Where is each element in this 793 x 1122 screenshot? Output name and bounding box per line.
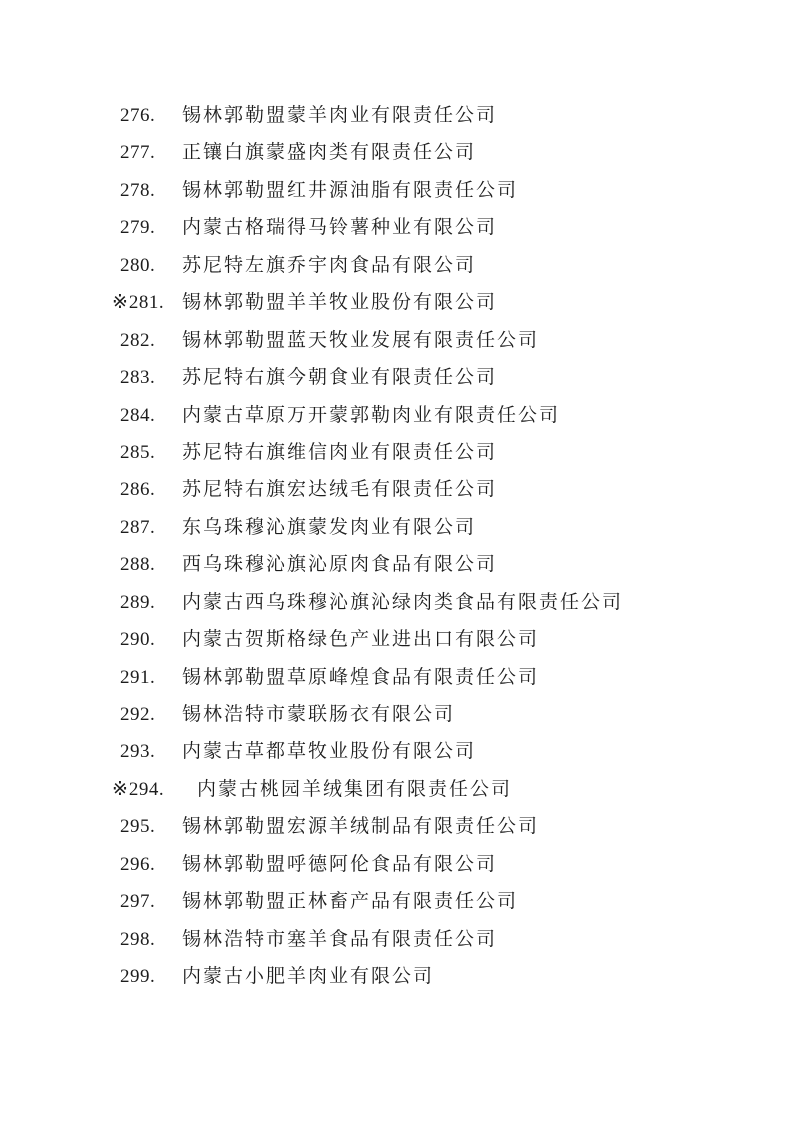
company-name: 苏尼特右旗宏达绒毛有限责任公司 [182,479,498,501]
item-number: 291. [120,666,156,688]
item-number: 285. [120,441,156,463]
item-number: ※281. [112,292,165,314]
company-name: 西乌珠穆沁旗沁原肉食品有限公司 [182,554,498,576]
list-item [0,733,793,770]
company-name: 锡林浩特市塞羊食品有限责任公司 [182,928,498,950]
list-item [0,434,793,471]
company-name: 苏尼特右旗今朝食业有限责任公司 [182,367,498,389]
company-name: 锡林郭勒盟呼德阿伦食品有限公司 [182,853,498,875]
company-name: 内蒙古格瑞得马铃薯种业有限公司 [182,217,498,239]
list-item [0,846,793,883]
company-name: 内蒙古草都草牧业股份有限公司 [182,741,477,763]
item-number: 295. [120,816,156,838]
company-name: 内蒙古贺斯格绿色产业进出口有限公司 [182,629,540,651]
company-name: 锡林郭勒盟红井源油脂有限责任公司 [182,179,519,201]
company-name: 内蒙古桃园羊绒集团有限责任公司 [197,778,513,800]
list-item [0,284,793,321]
company-name: 内蒙古草原万开蒙郭勒肉业有限责任公司 [182,404,561,426]
company-name: 东乌珠穆沁旗蒙发肉业有限公司 [182,516,477,538]
list-item [0,247,793,284]
item-number: 298. [120,928,156,950]
item-number: 292. [120,704,156,725]
list-item [0,771,793,808]
special-marker-icon: ※ [112,292,128,314]
item-number: 284. [120,404,156,426]
item-number: ※294. [112,778,165,800]
list-item [0,509,793,546]
company-name: 苏尼特右旗维信肉业有限责任公司 [182,441,498,463]
list-item [0,209,793,246]
item-number: 287. [120,516,156,538]
list-item [0,134,793,171]
item-number: 279. [120,217,156,239]
item-number: 290. [120,629,156,651]
list-item [0,397,793,434]
company-name: 锡林浩特市蒙联肠衣有限公司 [182,704,456,725]
company-list [0,97,793,996]
list-item [0,696,793,733]
item-number: 293. [120,741,156,763]
list-item [0,621,793,658]
item-number: 289. [120,591,156,613]
list-item [0,546,793,583]
company-name: 内蒙古西乌珠穆沁旗沁绿肉类食品有限责任公司 [182,591,624,613]
special-marker-icon: ※ [112,778,128,800]
list-item [0,808,793,845]
list-item [0,584,793,621]
list-item [0,958,793,995]
list-item [0,471,793,508]
list-item [0,921,793,958]
item-number: 280. [120,254,156,276]
item-number: 282. [120,329,156,351]
company-name: 正镶白旗蒙盛肉类有限责任公司 [182,142,477,164]
item-number: 283. [120,367,156,389]
item-number: 288. [120,554,156,576]
item-number: 277. [120,142,156,164]
list-item [0,322,793,359]
item-number: 299. [120,966,156,988]
company-name: 苏尼特左旗乔宇肉食品有限公司 [182,254,477,276]
company-name: 锡林郭勒盟宏源羊绒制品有限责任公司 [182,816,540,838]
company-name: 锡林郭勒盟羊羊牧业股份有限公司 [182,292,498,314]
list-item [0,659,793,696]
company-name: 锡林郭勒盟蒙羊肉业有限责任公司 [182,105,498,126]
item-number: 297. [120,891,156,913]
company-name: 内蒙古小肥羊肉业有限公司 [182,966,435,988]
item-number: 296. [120,853,156,875]
company-name: 锡林郭勒盟蓝天牧业发展有限责任公司 [182,329,540,351]
list-item [0,172,793,209]
company-name: 锡林郭勒盟正林畜产品有限责任公司 [182,891,519,913]
list-item [0,883,793,920]
company-name: 锡林郭勒盟草原峰煌食品有限责任公司 [182,666,540,688]
list-item [0,97,793,134]
item-number: 276. [120,105,156,126]
list-item [0,359,793,396]
item-number: 278. [120,179,156,201]
item-number: 286. [120,479,156,501]
